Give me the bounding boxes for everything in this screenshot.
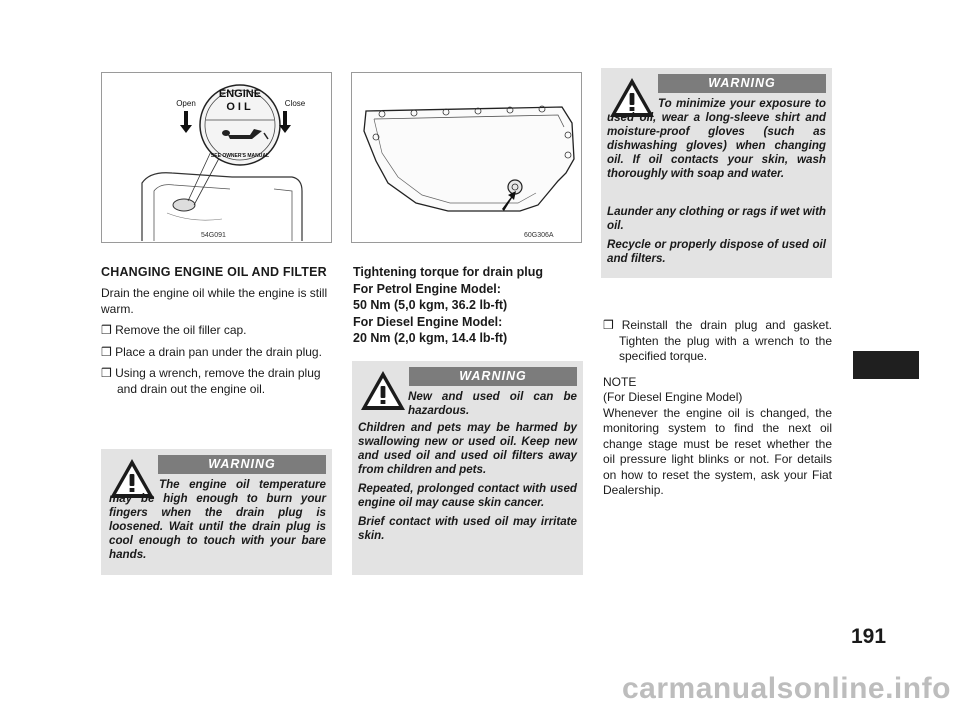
- note-subtitle: (For Diesel Engine Model): [603, 390, 743, 404]
- torque-line: For Diesel Engine Model:: [353, 314, 503, 329]
- warning-title: WARNING: [658, 74, 826, 93]
- oil-cap-illustration: [102, 73, 331, 242]
- step-text: Place a drain pan under the drain plug.: [115, 344, 322, 359]
- oil-pan-figure: [351, 72, 582, 243]
- left-column: [101, 264, 333, 397]
- step-text: Using a wrench, remove the drain plug and drain out the engine oil.: [115, 366, 321, 396]
- step-item: [101, 345, 333, 361]
- warning-paragraphs: [607, 205, 826, 271]
- warning-title: WARNING: [409, 367, 577, 386]
- cap-label-oil: OIL: [226, 101, 254, 113]
- warning-paragraph: Children and pets may be harmed by swallowing new or used oil. Keep new and used oil and used oil filters away from children and pets.: [358, 421, 577, 476]
- warning-paragraph: Brief contact with used oil may irritate skin.: [358, 515, 577, 542]
- torque-spec: [353, 264, 585, 347]
- torque-line: For Petrol Engine Model:: [353, 281, 501, 296]
- close-label: Close: [284, 99, 306, 108]
- warning-body: [408, 390, 577, 423]
- torque-line: 20 Nm (2,0 kgm, 14.4 lb-ft): [353, 331, 508, 345]
- figure-code: 54G091: [201, 232, 226, 239]
- warning-text: The engine oil temperature may be high enough to burn your fingers when the drain plug is loosened. Wait until the drain plug is cool enough to touch with your bare hands.: [109, 478, 326, 561]
- bullet-icon: ❒: [101, 344, 112, 359]
- step-item: [603, 318, 832, 365]
- note-title: NOTE: [603, 374, 637, 389]
- watermark: carmanualsonline.info: [622, 672, 951, 705]
- open-label: Open: [176, 99, 196, 108]
- cap-label-engine: ENGINE: [218, 88, 262, 100]
- page-number: 191: [851, 625, 887, 648]
- step-item: [101, 366, 333, 397]
- figure-code: 60G306A: [524, 232, 554, 239]
- warning-lead: New and used oil can be hazardous.: [408, 390, 577, 417]
- bullet-icon: ❒: [101, 366, 112, 380]
- section-heading: CHANGING ENGINE OIL AND FILTER: [101, 265, 327, 279]
- warning-box-hazard: [352, 361, 583, 575]
- warning-paragraph: Launder any clothing or rags if wet with oil.: [607, 205, 827, 232]
- oil-pan-illustration: [352, 73, 581, 242]
- bullet-icon: ❒: [603, 318, 614, 332]
- warning-triangle-icon: [359, 369, 407, 412]
- warning-paragraphs: [358, 421, 577, 548]
- step-text: Remove the oil filler cap.: [115, 323, 247, 337]
- warning-paragraph: Recycle or properly dispose of used oil and filters.: [607, 238, 826, 265]
- cap-ring-label: SEE OWNER'S MANUAL: [210, 153, 270, 159]
- step-item: [101, 323, 333, 339]
- warning-lead: To minimize your exposure to used oil, wear a long-sleeve shirt and moisture-proof gloves (such as dishwashing gloves) when changing oil. If oil contacts your skin, wash thoroughly with soap and water.: [607, 97, 826, 180]
- warning-paragraph: Repeated, prolonged contact with used engine oil may cause skin cancer.: [358, 482, 577, 509]
- bullet-icon: ❒: [101, 323, 112, 337]
- right-text-column: [603, 318, 832, 499]
- intro-text: Drain the engine oil while the engine is still warm.: [101, 286, 328, 316]
- torque-line: Tightening torque for drain plug: [353, 265, 544, 279]
- oil-cap-figure: [101, 72, 332, 243]
- warning-box-exposure: [601, 68, 832, 278]
- warning-box-burn: [101, 449, 332, 575]
- torque-line: 50 Nm (5,0 kgm, 36.2 lb-ft): [353, 298, 508, 312]
- warning-title: WARNING: [158, 455, 326, 474]
- section-tab: [853, 351, 919, 379]
- note-text: Whenever the engine oil is changed, the monitoring system to find the next oil change stage must be reset whether the oil pressure light blinks or not. For details on how to reset the system, ask your Fiat Dealership.: [603, 405, 832, 497]
- step-text: Reinstall the drain plug and gasket. Tighten the plug with a wrench to the specified torque.: [619, 318, 833, 363]
